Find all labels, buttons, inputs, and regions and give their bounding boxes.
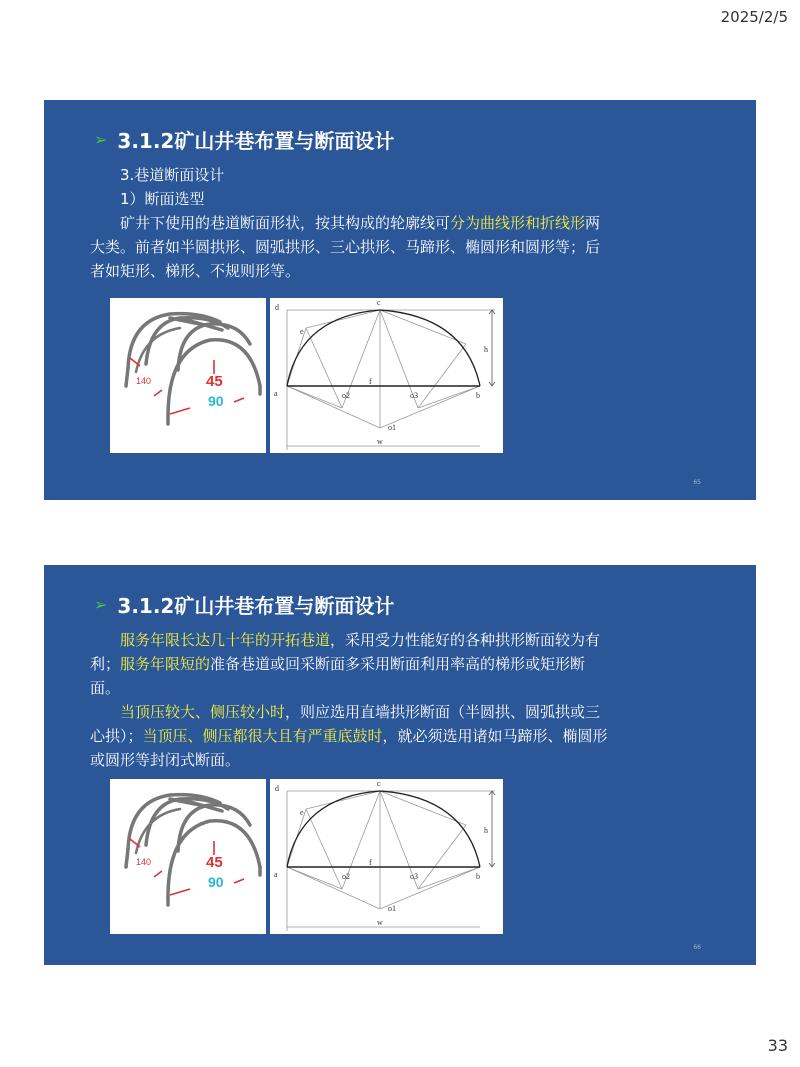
paragraph: [90, 628, 610, 700]
diagram-label-o3: o3: [410, 872, 418, 881]
diagram-label-h: h: [484, 826, 488, 835]
diagram-label-o2: o2: [342, 391, 350, 400]
paragraph: [90, 211, 610, 283]
photo-label-140: 140: [136, 376, 152, 386]
section-diagram: [270, 779, 503, 934]
photo-label-140: 140: [136, 857, 152, 867]
diagram-label-w: w: [377, 437, 383, 446]
diagram-label-d: d: [275, 784, 279, 793]
highlighted-text: 分为曲线形和折线形: [450, 214, 586, 232]
slide-title: [94, 125, 394, 154]
slide-title: [94, 590, 394, 619]
paragraph: [90, 163, 610, 187]
diagram-label-o1: o1: [388, 423, 396, 432]
diagram-label-o2: o2: [342, 872, 350, 881]
body-text-segment: 两大类。前者如半圆拱形、圆弧拱形、三心拱形、马蹄形、椭圆形和圆形等；后者如矩形、梯形、不规则形等。: [90, 214, 601, 280]
diagram-label-f: f: [369, 858, 372, 867]
highlighted-text: 服务年限短的: [120, 655, 211, 673]
diagram-label-o3: o3: [410, 391, 418, 400]
arrow-bullet-icon: ➢: [94, 130, 108, 149]
body-text-segment: 3.巷道断面设计: [120, 166, 225, 184]
paragraph: [90, 187, 610, 211]
slide-title-text: 3.1.2矿山井巷布置与断面设计: [117, 594, 395, 618]
slide-body: [90, 163, 610, 283]
page-number: 33: [767, 1036, 788, 1055]
body-text-segment: 准备巷道或回采断面多采用断面利用率高的梯形或矩形断面。: [90, 655, 586, 697]
highlighted-text: 当顶压较大、侧压较小时: [120, 703, 286, 721]
diagram-label-c: c: [377, 779, 381, 788]
diagram-label-f: f: [369, 377, 372, 386]
slide-title-text: 3.1.2矿山井巷布置与断面设计: [117, 129, 395, 153]
body-text-segment: ，则应选用直墙拱形断面（半圆拱、圆弧拱或三心拱）；: [90, 703, 601, 745]
slide-66: [44, 565, 756, 965]
diagram-label-a: a: [274, 870, 278, 879]
slide-number: 66: [693, 944, 701, 951]
diagram-label-e: e: [300, 327, 304, 336]
diagram-label-o1: o1: [388, 904, 396, 913]
arrow-bullet-icon: ➢: [94, 595, 108, 614]
print-date: 2025/2/5: [720, 8, 788, 26]
body-text-segment: ，采用受力性能好的各种拱形断面较为有利；: [90, 631, 601, 673]
diagram-label-b: b: [476, 872, 480, 881]
diagram-label-h: h: [484, 345, 488, 354]
diagram-label-d: d: [275, 303, 279, 312]
photo-label-45: 45: [206, 854, 223, 871]
diagram-label-c: c: [377, 298, 381, 307]
body-text-segment: 1）断面选型: [120, 190, 205, 208]
highlighted-text: 服务年限长达几十年的开拓巷道: [120, 631, 331, 649]
photo-label-90: 90: [208, 874, 224, 890]
slide-body: [90, 628, 610, 772]
slide-number: 65: [693, 479, 701, 486]
body-text-segment: ，就必须选用诸如马蹄形、椭圆形或圆形等封闭式断面。: [90, 727, 608, 769]
slide-65: [44, 100, 756, 500]
photo-label-45: 45: [206, 373, 223, 390]
diagram-label-e: e: [300, 808, 304, 817]
diagram-label-a: a: [274, 389, 278, 398]
photo-label-90: 90: [208, 393, 224, 409]
section-diagram: [270, 298, 503, 453]
diagram-label-b: b: [476, 391, 480, 400]
arch-support-photo: [110, 779, 266, 934]
diagram-label-w: w: [377, 918, 383, 927]
paragraph: [90, 700, 610, 772]
highlighted-text: 当顶压、侧压都很大且有严重底鼓时: [142, 727, 383, 745]
body-text-segment: 矿井下使用的巷道断面形状，按其构成的轮廓线可: [120, 214, 451, 232]
arch-support-photo: [110, 298, 266, 453]
